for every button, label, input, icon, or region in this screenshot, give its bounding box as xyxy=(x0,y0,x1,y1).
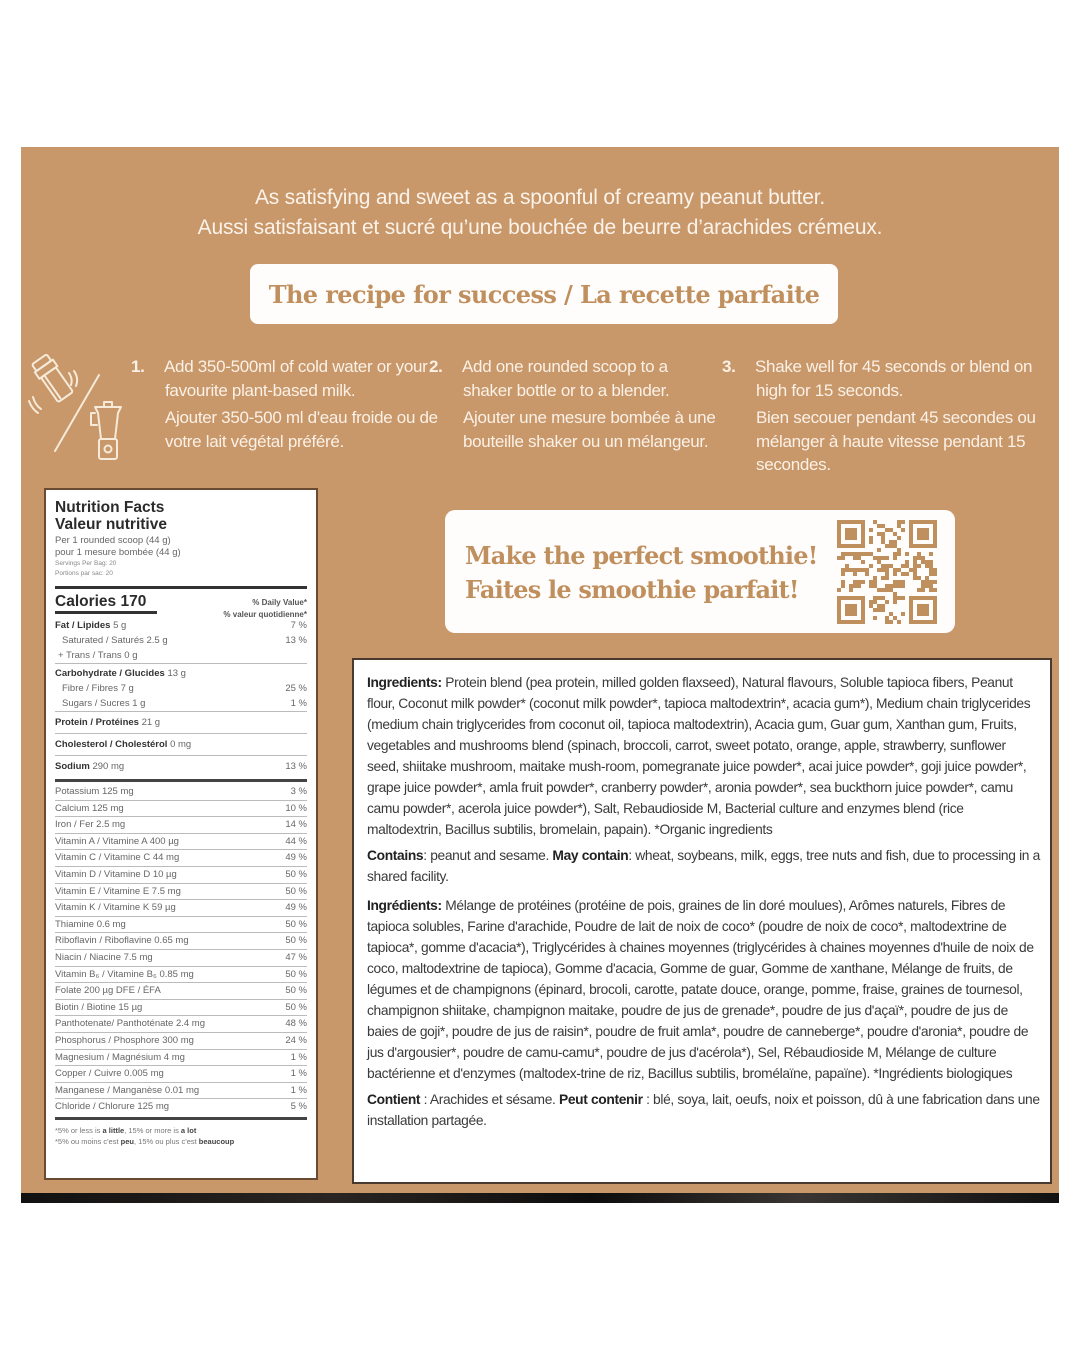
micronutrient-label: Potassium 125 mg xyxy=(55,786,134,797)
serving-size-en: Per 1 rounded scoop (44 g) xyxy=(55,535,171,546)
micronutrient-row xyxy=(55,884,307,900)
micronutrient-row xyxy=(55,1033,307,1049)
shaker-bottle-icon xyxy=(30,353,74,403)
micronutrient-row xyxy=(55,933,307,949)
nutrition-facts-table xyxy=(44,488,318,1180)
smoothie-line-en: Make the perfect smoothie! xyxy=(465,541,818,570)
micronutrient-dv: 1 % xyxy=(290,1084,307,1096)
micronutrient-row xyxy=(55,1066,307,1082)
micronutrient-dv: 10 % xyxy=(285,802,307,814)
tagline xyxy=(21,183,1059,243)
micronutrient-dv: 50 % xyxy=(285,1001,307,1013)
micronutrient-label: Vitamin K / Vitamine K 59 µg xyxy=(55,902,176,914)
separator xyxy=(55,611,157,614)
micronutrient-row xyxy=(55,917,307,933)
micronutrient-label: Vitamin E / Vitamine E 7.5 mg xyxy=(55,885,181,897)
nutrient-row-protein: Protein / Protéines 21 g xyxy=(55,717,161,728)
micronutrient-list xyxy=(55,784,307,1115)
micronutrient-label: Calcium 125 mg xyxy=(55,802,124,814)
daily-value-header-en: % Daily Value* xyxy=(252,598,307,607)
micronutrient-dv: 50 % xyxy=(285,885,307,897)
step-1 xyxy=(131,355,438,453)
micronutrient-label: Manganese / Manganèse 0.01 mg xyxy=(55,1084,200,1096)
ingredients-fr: Ingrédients: Mélange de protéines (protéine de pois, graines de lin doré moulues), Arômes naturels, Fibres de tapioca solubles, Farine d'arachide, Poudre de lait de noix de coco* (poudre de noix de coco*, maltodextrine de tapioca*, gomme d'acacia*), Triglycérides à chaines moyennes (triglycérides à chaines moyennes d'huile de noix de coco, maltodextrine de tapioca), Gomme d'acacia, Gomme de guar, Gomme de xanthane, Mélange de fruits, de légumes et de champignons (épinard, brocoli, carotte, patate douce, orange, pomme, fraise, graines de tournesol, champignon shiitake, champignon maitake, poudre de jus de grenade*, poudre de jus d'açaï*, poudre de jus de baies de goji*, poudre de jus de raisin*, poudre de fruit amla*, poudre de canneberge*, poudre d'aronia*, poudre de jus d'argousier*, poudre de camu-camu*, poudre de jus d'acérola*), Sel, Rébaudioside M, Mélange de culture bactérienne et d'enzymes (maltodex-trine de riz, Bacillus subtilis, bromélaïne, papaïne). *Ingrédients biologiques xyxy=(367,898,1034,1081)
micronutrient-dv: 1 % xyxy=(290,1068,307,1080)
nutrient-row-saturated: Saturated / Saturés 2.5 g 13 % xyxy=(62,635,307,646)
step-text-fr: Ajouter une mesure bombée à une bouteille shaker ou un mélangeur. xyxy=(463,408,716,451)
blender-icon xyxy=(91,402,121,459)
micronutrient-label: Chloride / Chlorure 125 mg xyxy=(55,1101,170,1113)
calories: Calories 170 xyxy=(55,593,147,610)
micronutrient-label: Magnesium / Magnésium 4 mg xyxy=(55,1051,185,1063)
micronutrient-label: Vitamin B₆ / Vitamine B₆ 0.85 mg xyxy=(55,968,194,980)
shake-motion-icon xyxy=(29,371,77,413)
micronutrient-row xyxy=(55,1016,307,1032)
micronutrient-dv: 50 % xyxy=(285,868,307,880)
separator xyxy=(55,586,307,589)
micronutrient-label: Panthotenate/ Panthoténate 2.4 mg xyxy=(55,1018,206,1030)
serving-size-fr: pour 1 mesure bombée (44 g) xyxy=(55,547,181,558)
ingredients-en: Ingredients: Protein blend (pea protein, milled golden flaxseed), Natural flavours, Soluble tapioca fibers, Peanut flour, Coconut milk powder* (coconut milk powder*, tapioca maltodextrin*, acacia gum*), Medium chain triglycerides (medium chain triglycerides from coconut oil, tapioca maltodextrin), Acacia gum, Guar gum, Xanthan gum, Fruits, vegetables and mushrooms blend (spinach, broccoli, carrot, sweet potato, orange, apple, strawberry, sunflower seed, shiitake mushroom, maitake mush-room, pomegranate juice powder*, acai juice powder*, goji juice powder*, grape juice powder*, amla fruit powder*, cranberry powder*, aronia powder*, sea buckthorn juice powder*, camu camu powder*, acerola juice powder*), Salt, Rebaudioside M, Bacterial culture and enzymes blend (rice maltodextrin, Bacillus subtilis, bromelain, papain). *Organic ingredients xyxy=(367,675,1031,837)
nutrition-title-en: Nutrition Facts xyxy=(55,499,165,516)
micronutrient-row xyxy=(55,850,307,866)
micronutrient-dv: 1 % xyxy=(290,1051,307,1063)
micronutrient-dv: 48 % xyxy=(285,1018,307,1030)
micronutrient-row xyxy=(55,801,307,817)
step-text-fr: Bien secouer pendant 45 secondes ou mélanger à haute vitesse pendant 15 secondes. xyxy=(756,408,1036,474)
footnote xyxy=(55,1125,307,1147)
footnote-fr: *5% ou moins c'est peu, 15% ou plus c'est beaucoup xyxy=(55,1136,235,1146)
micronutrient-label: Vitamin C / Vitamine C 44 mg xyxy=(55,852,180,864)
micronutrient-dv: 14 % xyxy=(285,819,307,831)
nutrient-row-sodium: Sodium 290 mg 13 % xyxy=(55,761,307,772)
step-number: 1. xyxy=(131,357,145,376)
micronutrient-label: Niacin / Niacine 7.5 mg xyxy=(55,951,153,963)
micronutrient-label: Folate 200 µg DFE / ÉFA xyxy=(55,985,161,997)
micronutrient-dv: 3 % xyxy=(290,786,307,797)
ingredients-panel xyxy=(352,658,1052,1184)
step-3 xyxy=(722,355,1059,477)
micronutrient-dv: 24 % xyxy=(285,1034,307,1046)
micronutrient-label: Thiamine 0.6 mg xyxy=(55,918,126,930)
step-2 xyxy=(429,355,716,453)
micronutrient-dv: 50 % xyxy=(285,985,307,997)
micronutrient-row xyxy=(55,834,307,850)
micronutrient-label: Iron / Fer 2.5 mg xyxy=(55,819,126,831)
micronutrient-row xyxy=(55,967,307,983)
preparation-icons xyxy=(25,349,129,463)
servings-per-bag-fr: Portions par sac: 20 xyxy=(55,569,113,577)
photo-edge-strip xyxy=(21,1193,1059,1203)
micronutrient-dv: 50 % xyxy=(285,918,307,930)
micronutrient-dv: 50 % xyxy=(285,935,307,947)
qr-code[interactable] xyxy=(837,520,937,624)
step-number: 2. xyxy=(429,357,443,376)
micronutrient-row xyxy=(55,817,307,833)
smoothie-callout xyxy=(445,510,955,633)
separator xyxy=(55,1117,307,1120)
allergens-fr: Contient : Arachides et sésame. Peut contenir : blé, soya, lait, oeufs, noix et poisson, dû à une fabrication dans une installation partagée. xyxy=(367,1092,1040,1128)
product-panel xyxy=(21,147,1059,1193)
nutrient-row-fibre: Fibre / Fibres 7 g 25 % xyxy=(62,683,307,694)
micronutrient-dv: 49 % xyxy=(285,852,307,864)
micronutrient-label: Phosphorus / Phosphore 300 mg xyxy=(55,1034,194,1046)
micronutrient-row xyxy=(55,983,307,999)
micronutrient-row xyxy=(55,867,307,883)
nutrient-row-cholesterol: Cholesterol / Cholestérol 0 mg xyxy=(55,739,192,750)
micronutrient-dv: 44 % xyxy=(285,835,307,847)
step-text-fr: Ajouter 350-500 ml d'eau froide ou de votre lait végétal préféré. xyxy=(165,408,438,451)
allergens-en: Contains: peanut and sesame. May contain: wheat, soybeans, milk, eggs, tree nuts and fish, due to processing in a shared facility. xyxy=(367,848,1040,884)
step-text-en: Shake well for 45 seconds or blend on high for 15 seconds. xyxy=(755,357,1033,400)
nutrient-row-fat: Fat / Lipides 5 g 7 % xyxy=(55,620,307,631)
nutrient-row-carbohydrate: Carbohydrate / Glucides 13 g xyxy=(55,668,186,679)
micronutrient-label: Copper / Cuivre 0.005 mg xyxy=(55,1068,164,1080)
recipe-banner-title: The recipe for success / La recette parfaite xyxy=(268,279,820,309)
separator xyxy=(55,779,307,782)
footnote-en: *5% or less is a little, 15% or more is a lot xyxy=(55,1125,197,1135)
micronutrient-label: Riboflavin / Riboflavine 0.65 mg xyxy=(55,935,189,947)
micronutrient-dv: 5 % xyxy=(290,1101,307,1113)
daily-value-header-fr: % valeur quotidienne* xyxy=(223,610,307,619)
tagline-fr: Aussi satisfaisant et sucré qu’une bouchée de beurre d’arachides crémeux. xyxy=(197,216,883,239)
micronutrient-row xyxy=(55,1099,307,1115)
micronutrient-row xyxy=(55,900,307,916)
separator xyxy=(55,663,307,664)
recipe-banner xyxy=(250,264,838,324)
micronutrient-row xyxy=(55,950,307,966)
micronutrient-dv: 47 % xyxy=(285,951,307,963)
step-number: 3. xyxy=(722,357,736,376)
smoothie-line-fr: Faites le smoothie parfait! xyxy=(465,575,799,604)
micronutrient-dv: 49 % xyxy=(285,902,307,914)
nutrient-row-trans: + Trans / Trans 0 g xyxy=(58,650,138,661)
step-text-en: Add one rounded scoop to a shaker bottle or to a blender. xyxy=(462,357,670,400)
micronutrient-label: Vitamin D / Vitamine D 10 µg xyxy=(55,868,177,880)
micronutrient-dv: 50 % xyxy=(285,968,307,980)
nutrition-title-fr: Valeur nutritive xyxy=(55,516,167,533)
micronutrient-row xyxy=(55,1083,307,1099)
micronutrient-label: Vitamin A / Vitamine A 400 µg xyxy=(55,835,179,847)
micronutrient-row xyxy=(55,1000,307,1016)
micronutrient-row xyxy=(55,1050,307,1066)
step-text-en: Add 350-500ml of cold water or your favourite plant-based milk. xyxy=(164,357,428,400)
tagline-en: As satisfying and sweet as a spoonful of creamy peanut butter. xyxy=(254,186,826,209)
micronutrient-row xyxy=(55,784,307,800)
micronutrient-label: Biotin / Biotine 15 µg xyxy=(55,1001,143,1013)
nutrient-row-sugars: Sugars / Sucres 1 g 1 % xyxy=(62,698,307,709)
servings-per-bag-en: Servings Per Bag: 20 xyxy=(55,560,117,567)
